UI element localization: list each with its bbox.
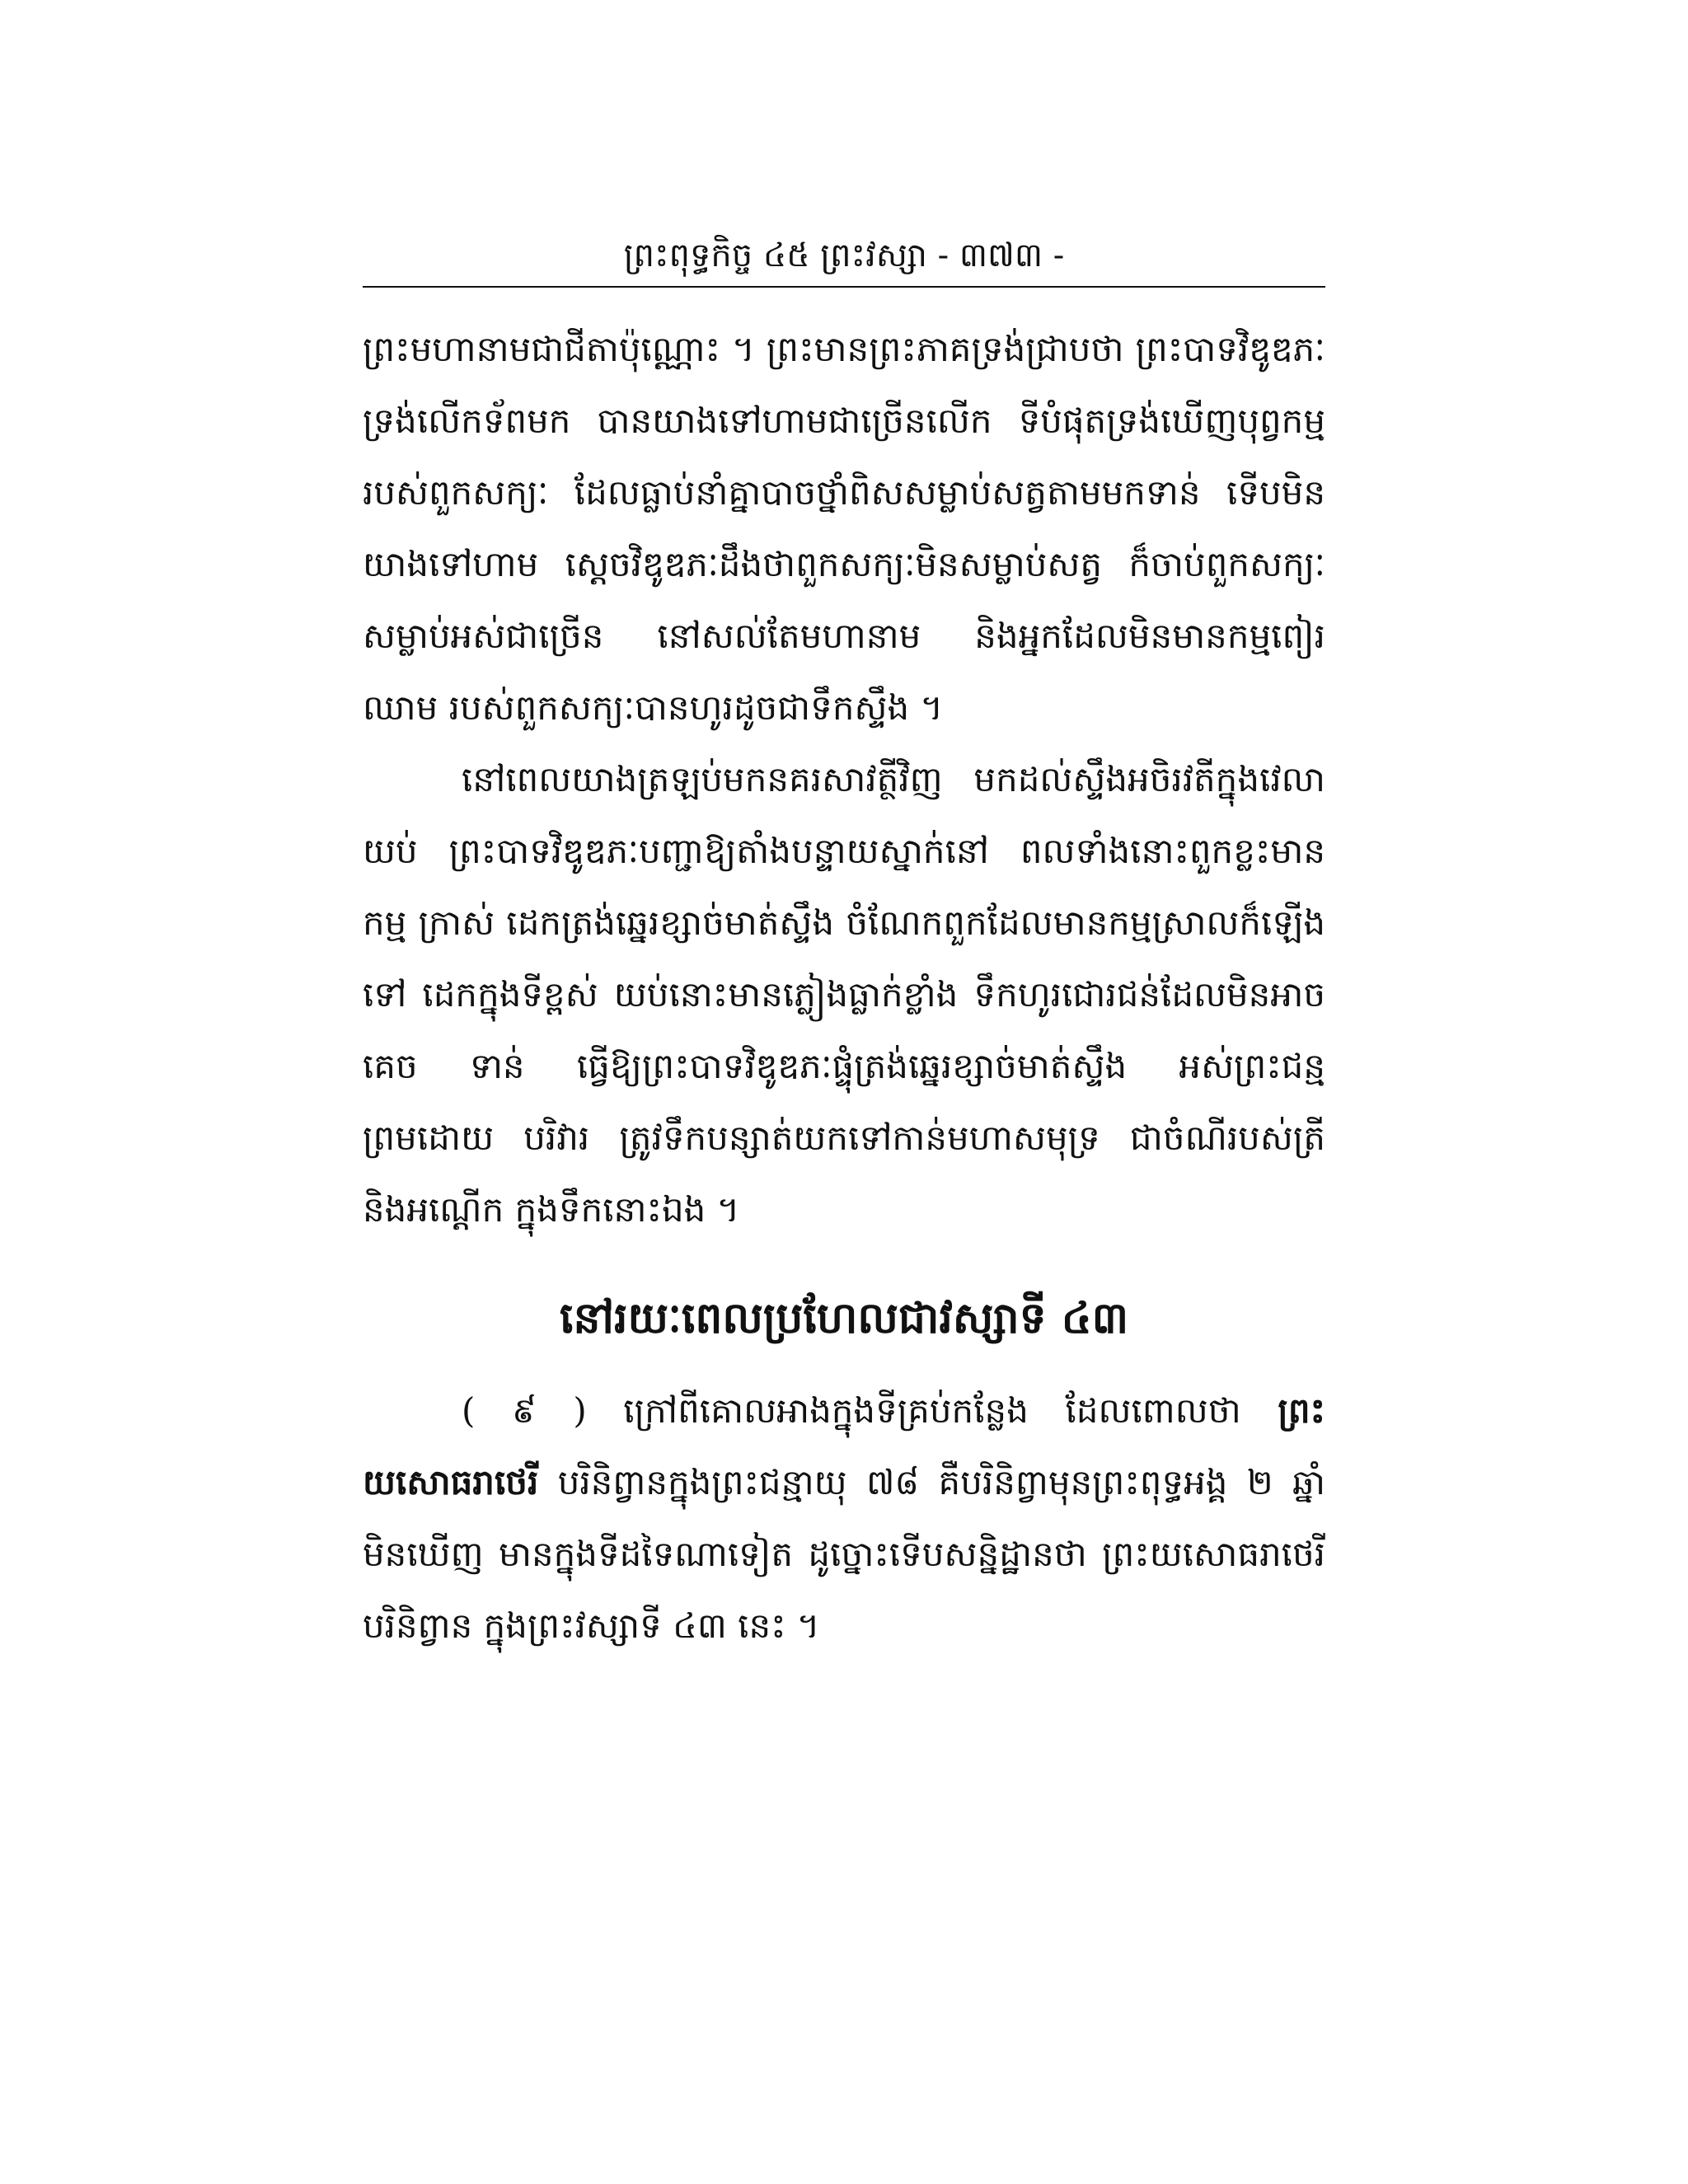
bold-name: ព្រះយសោធរាថេរី (363, 1390, 1326, 1502)
paragraph (363, 1375, 1325, 1661)
running-header: ព្រះពុទ្ធកិច្ច ៤៥ ព្រះវស្សា - ៣៧៣ - (623, 237, 1065, 274)
paragraph-lead-text: ( ៩ ) ក្រៅពីគោលអាងក្នុងទីគ្រប់កន្លែង ដែលពោលថា (462, 1390, 1241, 1431)
section-heading: នៅរយៈពេលប្រហែលជាវស្សាទី ៤៣ (559, 1293, 1129, 1343)
paragraph: នៅពេលយាងត្រឡប់មកនគរសាវត្ថីវិញ មកដល់ស្ទឹងអចិរវតីក្នុងវេលា យប់ ព្រះបាទវិឌូឌភៈបញ្ជាឱ្យតាំងបន្ទាយស្នាក់នៅ ពលទាំងនោះពួកខ្លះមានកម្ម ក្រាស់ ដេកត្រង់ឆ្នេរខ្សាច់មាត់ស្ទឹង ចំណែកពួកដែលមានកម្មស្រាលក៏ឡើងទៅ ដេកក្នុងទីខ្ពស់ យប់នោះមានភ្លៀងធ្លាក់ខ្លាំង ទឹកហូរជោរជន់ដែលមិនអាចគេច ទាន់ ធ្វើឱ្យព្រះបាទវិឌូឌភៈផ្ទុំត្រង់ឆ្នេរខ្សាច់មាត់ស្ទឹង អស់ព្រះជន្មព្រមដោយ បរិវារ ត្រូវទឹកបន្សាត់យកទៅកាន់មហាសមុទ្រ ជាចំណីរបស់ត្រី និងអណ្តើក ក្នុងទឹកនោះឯង ។ (363, 759, 1325, 1230)
paragraph-text: បរិនិព្វានក្នុងព្រះជន្មាយុ ៧៨ គឺបរិនិព្វាមុនព្រះពុទ្ធអង្គ ២ ឆ្នាំ មិនឃើញ មានក្នុងទីដទៃណាទៀត ដូច្នោះទើបសន្និដ្ឋានថា ព្រះយសោធរាថេរីបរិនិព្វាន ក្នុងព្រះវស្សាទី ៤៣ នេះ ។ (363, 1462, 1325, 1646)
header-rule (363, 286, 1325, 288)
paragraph: ព្រះមហានាមជាជីតាប៉ុណ្ណោះ ។ ព្រះមានព្រះភាគទ្រង់ជ្រាបថា ព្រះបាទវិឌូឌភៈ ទ្រង់លើកទ័ពមក បានយាងទៅហាមជាច្រើនលើក ទីបំផុតទ្រង់ឃើញបុព្វកម្ម របស់ពួកសក្យៈ ដែលធ្លាប់នាំគ្នាបាចថ្នាំពិសសម្លាប់សត្វតាមមកទាន់ ទើបមិន យាងទៅហាម ស្តេចវិឌូឌភៈដឹងថាពួកសក្យៈមិនសម្លាប់សត្វ ក៏ចាប់ពួកសក្យៈ សម្លាប់អស់ជាច្រើន នៅសល់តែមហានាម និងអ្នកដែលមិនមានកម្មពៀរ ឈាម របស់ពួកសក្យៈបានហូរដូចជាទឹកស្ទឹង ។ (363, 329, 1325, 728)
